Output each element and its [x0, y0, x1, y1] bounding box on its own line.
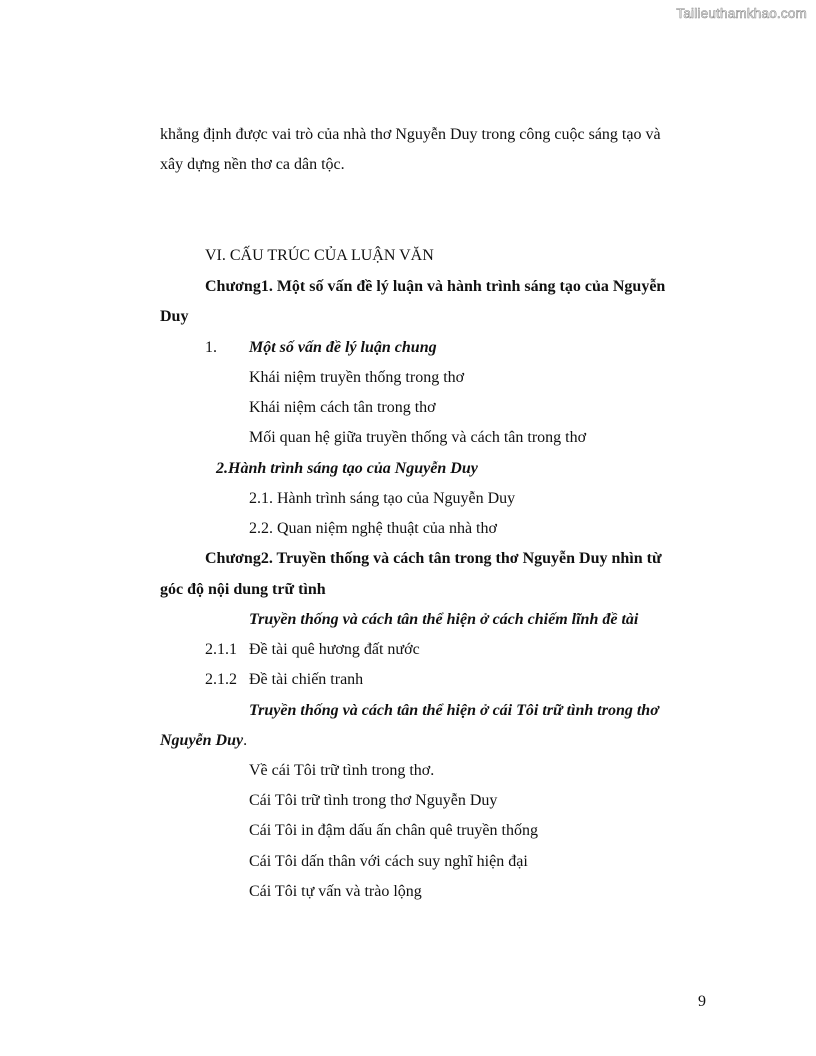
sub2-item: Cái Tôi in đậm dấu ấn chân quê truyền thống: [249, 822, 538, 839]
sub2-title-text: Nguyễn Duy: [160, 732, 244, 749]
sub2-item: Cái Tôi dấn thân với cách suy nghĩ hiện đại: [249, 853, 528, 870]
part2-item: 2.2. Quan niệm nghệ thuật của nhà thơ: [249, 520, 497, 537]
sub1-item-number: 2.1.1: [205, 641, 237, 658]
intro-line-1: khẳng định được vai trò của nhà thơ Nguyễn Duy trong công cuộc sáng tạo và: [160, 126, 661, 143]
chapter2-title-line-2: góc độ nội dung trữ tình: [160, 581, 326, 598]
part2-title: 2.Hành trình sáng tạo của Nguyễn Duy: [216, 460, 478, 477]
chapter1-title-line-2: Duy: [160, 308, 189, 325]
sub2-item: Về cái Tôi trữ tình trong thơ.: [249, 762, 435, 779]
watermark: Tailieuthamkhao.com: [676, 6, 807, 21]
intro-line-2: xây dựng nền thơ ca dân tộc.: [160, 156, 345, 173]
part1-item: Khái niệm cách tân trong thơ: [249, 399, 436, 416]
sub1-item-text: Đề tài quê hương đất nước: [249, 641, 420, 658]
part2-item: 2.1. Hành trình sáng tạo của Nguyễn Duy: [249, 490, 516, 507]
sub1-item-number: 2.1.2: [205, 671, 237, 688]
part1-title: Một số vấn đề lý luận chung: [249, 339, 437, 356]
chapter2-sub2-title-line-2: [160, 731, 247, 751]
sub2-title-period: .: [243, 732, 248, 749]
section-heading: VI. CẤU TRÚC CỦA LUẬN VĂN: [205, 247, 434, 264]
chapter2-sub1-title: Truyền thống và cách tân thể hiện ở cách chiếm lĩnh đề tài: [249, 611, 639, 628]
chapter2-title-line-1: Chương2. Truyền thống và cách tân trong thơ Nguyễn Duy nhìn từ: [205, 550, 662, 567]
part1-item: Mối quan hệ giữa truyền thống và cách tân trong thơ: [249, 429, 587, 446]
sub1-item-text: Đề tài chiến tranh: [249, 671, 364, 688]
page-number: 9: [698, 993, 706, 1010]
chapter1-title-line-1: Chương1. Một số vấn đề lý luận và hành trình sáng tạo của Nguyễn: [205, 278, 666, 295]
sub2-item: Cái Tôi tự vấn và trào lộng: [249, 883, 422, 900]
part1-item: Khái niệm truyền thống trong thơ: [249, 369, 465, 386]
part1-number: 1.: [205, 339, 217, 356]
sub2-item: Cái Tôi trữ tình trong thơ Nguyễn Duy: [249, 792, 498, 809]
chapter2-sub2-title-line-1: Truyền thống và cách tân thể hiện ở cái Tôi trữ tình trong thơ: [249, 702, 659, 719]
